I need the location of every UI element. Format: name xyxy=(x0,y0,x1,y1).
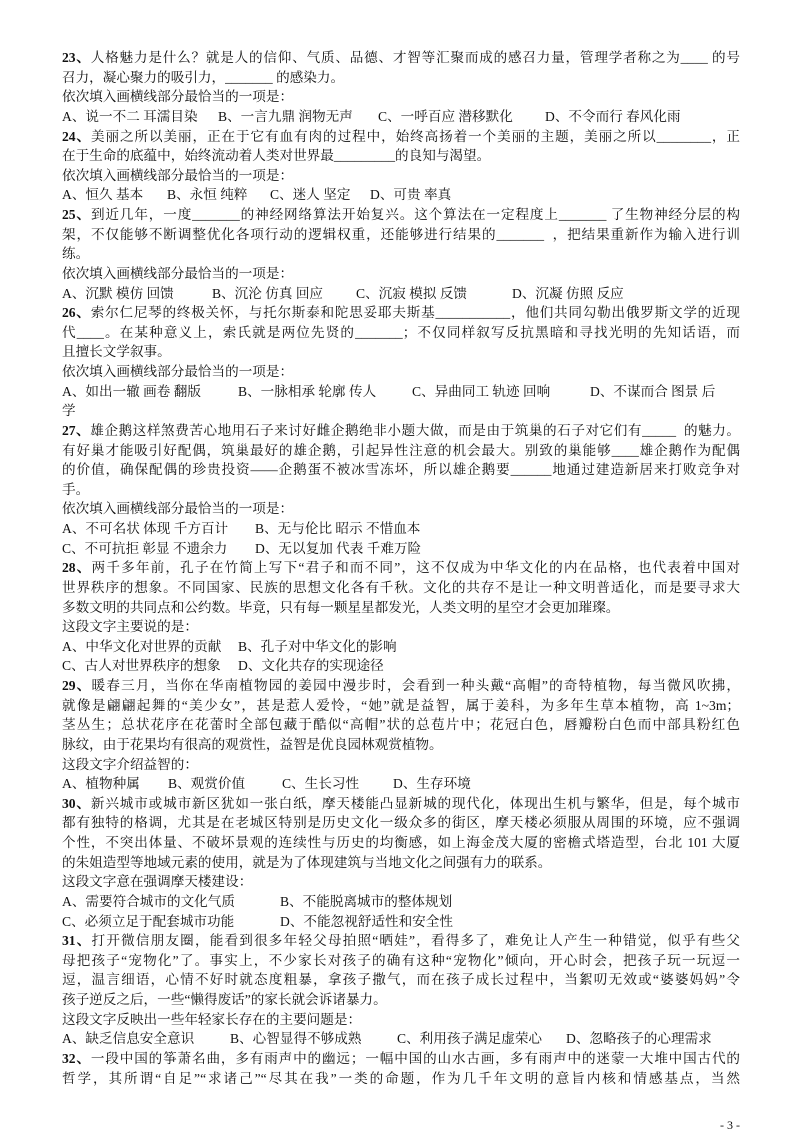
option-d: D、生存环境 xyxy=(393,776,471,792)
stem-line xyxy=(62,931,740,951)
stem-line xyxy=(62,794,740,814)
option-d: D、不令而行 春风化雨 xyxy=(545,108,681,124)
option-c: C、一呼百应 潜移默化 xyxy=(378,108,513,124)
options-row xyxy=(62,1029,740,1049)
option-d: D、不谋而合 图景 后 xyxy=(590,383,716,399)
stem-line: 脉纹，由于花果均有很高的观赏性，益智是优良园林观赏植物。 xyxy=(62,736,443,752)
option-a: A、缺乏信息安全意识 xyxy=(62,1031,195,1047)
options-row xyxy=(62,382,740,402)
question-23 xyxy=(62,48,740,127)
option-d: D、沉凝 仿照 反应 xyxy=(512,285,624,301)
option-d: D、可贵 率真 xyxy=(370,187,452,203)
question-number: 28、 xyxy=(62,560,92,576)
stem-text: 索尔仁尼琴的终极关怀，与托尔斯泰和陀思妥耶夫斯基___________，他们共同勾勒出俄罗斯文学的近现 xyxy=(90,305,740,321)
options-row xyxy=(62,912,740,932)
option-d: D、忽略孩子的心理需求 xyxy=(566,1031,712,1047)
question-number: 30、 xyxy=(62,795,91,811)
question-number: 29、 xyxy=(62,678,92,693)
question-number: 31、 xyxy=(62,933,92,949)
question-30 xyxy=(62,794,740,931)
stem-line: 的朱姐造型等地域元素的使用，就是为了体现建筑与当地文化之间强有力的联系。 xyxy=(62,854,552,870)
stem-line xyxy=(62,127,740,147)
option-c: C、迷人 坚定 xyxy=(270,187,351,203)
options-row xyxy=(62,892,740,912)
option-c: C、异曲同工 轨迹 回响 xyxy=(412,383,551,399)
option-d: D、文化共存的实现途径 xyxy=(238,658,384,674)
question-prompt: 这段文字主要说的是： xyxy=(62,619,198,635)
stem-line: 哲学，其所谓“自足”“求诸己”“尽其在我”一类的命题，作为几千年文明的意旨内核和情感基点，当然 xyxy=(62,1070,740,1086)
options-row xyxy=(62,284,740,304)
option-b: B、心智显得不够成熟 xyxy=(230,1031,362,1047)
stem-line: 茎丛生；总状花序在花蕾时全部包藏于酷似“高帽”状的总苞片中；花冠白色，唇瓣粉白色而中部具粉红色 xyxy=(62,717,740,733)
stem-text: 美丽之所以美丽，正在于它有血有肉的过程中，始终高扬着一个美丽的主题，美丽之所以________，正 xyxy=(91,128,740,144)
question-31 xyxy=(62,931,740,1049)
options-row xyxy=(62,774,740,794)
question-prompt: 依次填入画横线部分最恰当的一项是： xyxy=(62,501,294,517)
stem-text: 暖春三月，当你在华南植物园的姜园中漫步时，会看到一种头戴“高帽”的奇特植物，每当微风吹拂， xyxy=(91,678,740,693)
option-a: A、需要符合城市的文化气质 xyxy=(62,893,235,909)
question-24 xyxy=(62,127,740,206)
stem-text: 雄企鹅这样煞费苦心地用石子来讨好雌企鹅绝非小题大做，而是由于筑巢的石子对它们有_____ 的魅力。 xyxy=(90,422,740,438)
stem-line xyxy=(62,303,740,323)
option-c: C、生长习性 xyxy=(282,776,360,792)
question-26 xyxy=(62,303,740,421)
stem-text: 打开微信朋友圈，能看到很多年轻父母拍照“晒娃”，看得多了，难免让人产生一种错觉，似乎有些父 xyxy=(91,933,740,949)
stem-line: 逗，温言细语，心情不好时就态度粗暴，拿孩子撒气，而在孩子成长过程中，当絮叨无效或“婆婆妈妈”令 xyxy=(62,972,740,988)
option-b: B、永恒 纯粹 xyxy=(167,187,248,203)
options-row xyxy=(62,637,740,657)
option-c: C、不可抗拒 彰显 不遗余力 xyxy=(62,540,228,556)
option-a: A、说一不二 耳濡目染 xyxy=(62,108,198,124)
question-28 xyxy=(62,558,740,676)
question-29 xyxy=(62,676,740,794)
stem-line: 架，不仅能够不断调整优化各项行动的逻辑权重，还能够进行结果的_______ ，把结果重新作为输入进行训 xyxy=(62,226,740,242)
question-prompt: 依次填入画横线部分最恰当的一项是： xyxy=(62,265,294,281)
option-b: B、无与伦比 昭示 不惜血本 xyxy=(255,521,421,536)
stem-line: 有好巢才能吸引好配偶，筑巢最好的雄企鹅，引起异性注意的机会最大。别致的巢能够____雄企鹅作为配偶 xyxy=(62,442,740,458)
stem-line: 都有独特的格调，尤其是在老城区特别是历史文化一级众多的街区，摩天楼必须服从周围的环境，应不强调 xyxy=(62,815,740,831)
stem-line: 代____。在某种意义上，索氏就是两位先贤的_______；不仅同样叙写反抗黑暗和寻找光明的先知话语，而 xyxy=(62,324,740,340)
stem-line xyxy=(62,1049,740,1069)
options-row xyxy=(62,656,740,676)
question-number: 25、 xyxy=(62,207,91,222)
stem-line: 孩子逆反之后，一些“懒得废话”的家长就会诉诸暴力。 xyxy=(62,992,387,1007)
option-a: A、恒久 基本 xyxy=(62,187,144,203)
stem-line: 就像是翩翩起舞的“美少女”，甚是惹人爱怜，“她”就是益智，属于姜科，为多年生草本植物，高 1~3m； xyxy=(62,697,740,713)
stem-line: 练。 xyxy=(62,246,90,262)
option-c: C、必须立足于配套城市功能 xyxy=(62,913,235,929)
stem-text: 人格魅力是什么？就是人的信仰、气质、品德、才智等汇聚而成的感召力量，管理学者称之为____ 的号 xyxy=(90,50,740,65)
stem-line: 在于生命的底蕴中，始终流动着人类对世界最_________的良知与渴望。 xyxy=(62,148,491,164)
stem-line: 的价值，确保配偶的珍贵投资——企鹅蛋不被冰雪冻坏，所以雄企鹅要______地通过建造新居来打败竞争对 xyxy=(62,462,740,478)
option-a: A、不可名状 体现 千方百计 xyxy=(62,521,229,536)
question-prompt: 依次填入画横线部分最恰当的一项是： xyxy=(62,167,294,183)
question-number: 23、 xyxy=(62,50,91,65)
option-d-continuation: 学 xyxy=(62,403,76,419)
stem-line xyxy=(62,48,740,68)
stem-text: 新兴城市或城市新区犹如一张白纸，摩天楼能凸显新城的现代化，体现出生机与繁华，但是，每个城市 xyxy=(90,795,740,811)
stem-line: 多数文明的共同点和公约数。毕竟，只有每一颗星星都发光，人类文明的星空才会更加璀璨。 xyxy=(62,599,620,615)
option-a: A、如出一辙 画卷 翻版 xyxy=(62,383,201,399)
stem-line: 且擅长文学叙事。 xyxy=(62,344,171,360)
option-c: C、沉寂 模拟 反馈 xyxy=(356,285,468,301)
question-27 xyxy=(62,421,740,558)
option-b: B、一言九鼎 润物无声 xyxy=(218,108,353,124)
option-b: B、观赏价值 xyxy=(168,776,246,792)
option-a: A、中华文化对世界的贡献 xyxy=(62,638,222,654)
stem-line: 召力，凝心聚力的吸引力，_______ 的感染力。 xyxy=(62,69,345,85)
stem-line xyxy=(62,421,740,441)
option-b: B、沉沦 仿真 回应 xyxy=(212,285,324,301)
question-25 xyxy=(62,205,740,303)
option-d: D、不能忽视舒适性和安全性 xyxy=(280,913,453,929)
question-number: 26、 xyxy=(62,305,91,321)
exam-page-content xyxy=(62,48,740,1088)
question-prompt: 这段文字反映出一些年轻家长存在的主要问题是： xyxy=(62,1011,362,1027)
option-d: D、无以复加 代表 千难万险 xyxy=(255,540,422,556)
stem-line xyxy=(62,205,740,225)
options-row xyxy=(62,539,740,559)
option-a: A、植物种属 xyxy=(62,776,140,792)
question-number: 27、 xyxy=(62,422,91,438)
options-row xyxy=(62,107,740,127)
option-b: B、不能脱离城市的整体规划 xyxy=(280,893,453,909)
stem-line: 手。 xyxy=(62,481,90,497)
option-b: B、孔子对中华文化的影响 xyxy=(238,638,397,654)
options-row xyxy=(62,519,740,539)
question-number: 32、 xyxy=(62,1050,91,1066)
question-prompt: 依次填入画横线部分最恰当的一项是： xyxy=(62,364,294,379)
option-c: C、古人对世界秩序的想象 xyxy=(62,658,221,674)
stem-line: 个性，不突出体量、不破坏景观的连续性与历史的均衡感，如上海金茂大厦的密檐式塔造型，台北 101 大厦 xyxy=(62,835,740,850)
stem-text: 一段中国的筝萧名曲，多有雨声中的幽远；一幅中国的山水古画，多有雨声中的迷蒙一大堆中国古代的 xyxy=(90,1050,740,1066)
question-number: 24、 xyxy=(62,128,92,144)
option-c: C、利用孩子满足虚荣心 xyxy=(397,1031,543,1047)
stem-text: 两千多年前，孔子在竹简上写下“君子和而不同”，这不仅成为中华文化的内在品格，也代表着中国对 xyxy=(91,560,740,576)
page-number: - 3 - xyxy=(720,1118,740,1132)
question-prompt: 依次填入画横线部分最恰当的一项是： xyxy=(62,89,294,105)
question-prompt: 这段文字意在强调摩天楼建设： xyxy=(62,874,253,890)
stem-line: 世界秩序的想象。不同国家、民族的思想文化各有千秋。文化的共存不是让一种文明普适化，而是要寻求大 xyxy=(62,579,740,595)
question-32 xyxy=(62,1049,740,1088)
stem-line xyxy=(62,558,740,578)
stem-line xyxy=(62,676,740,696)
option-a: A、沉默 模仿 回馈 xyxy=(62,285,174,301)
options-row xyxy=(62,185,740,205)
question-prompt: 这段文字介绍益智的： xyxy=(62,756,198,772)
stem-text: 到近几年，一度_______的神经网络算法开始复兴。这个算法在一定程度上_______ 了生物神经分层的构 xyxy=(90,207,740,222)
option-b: B、一脉相承 轮廓 传人 xyxy=(238,383,377,399)
stem-line: 母把孩子“宠物化”了。事实上，不少家长对孩子的确有这种“宠物化”倾向，开心时会，把孩子玩一玩逗一 xyxy=(62,952,740,968)
